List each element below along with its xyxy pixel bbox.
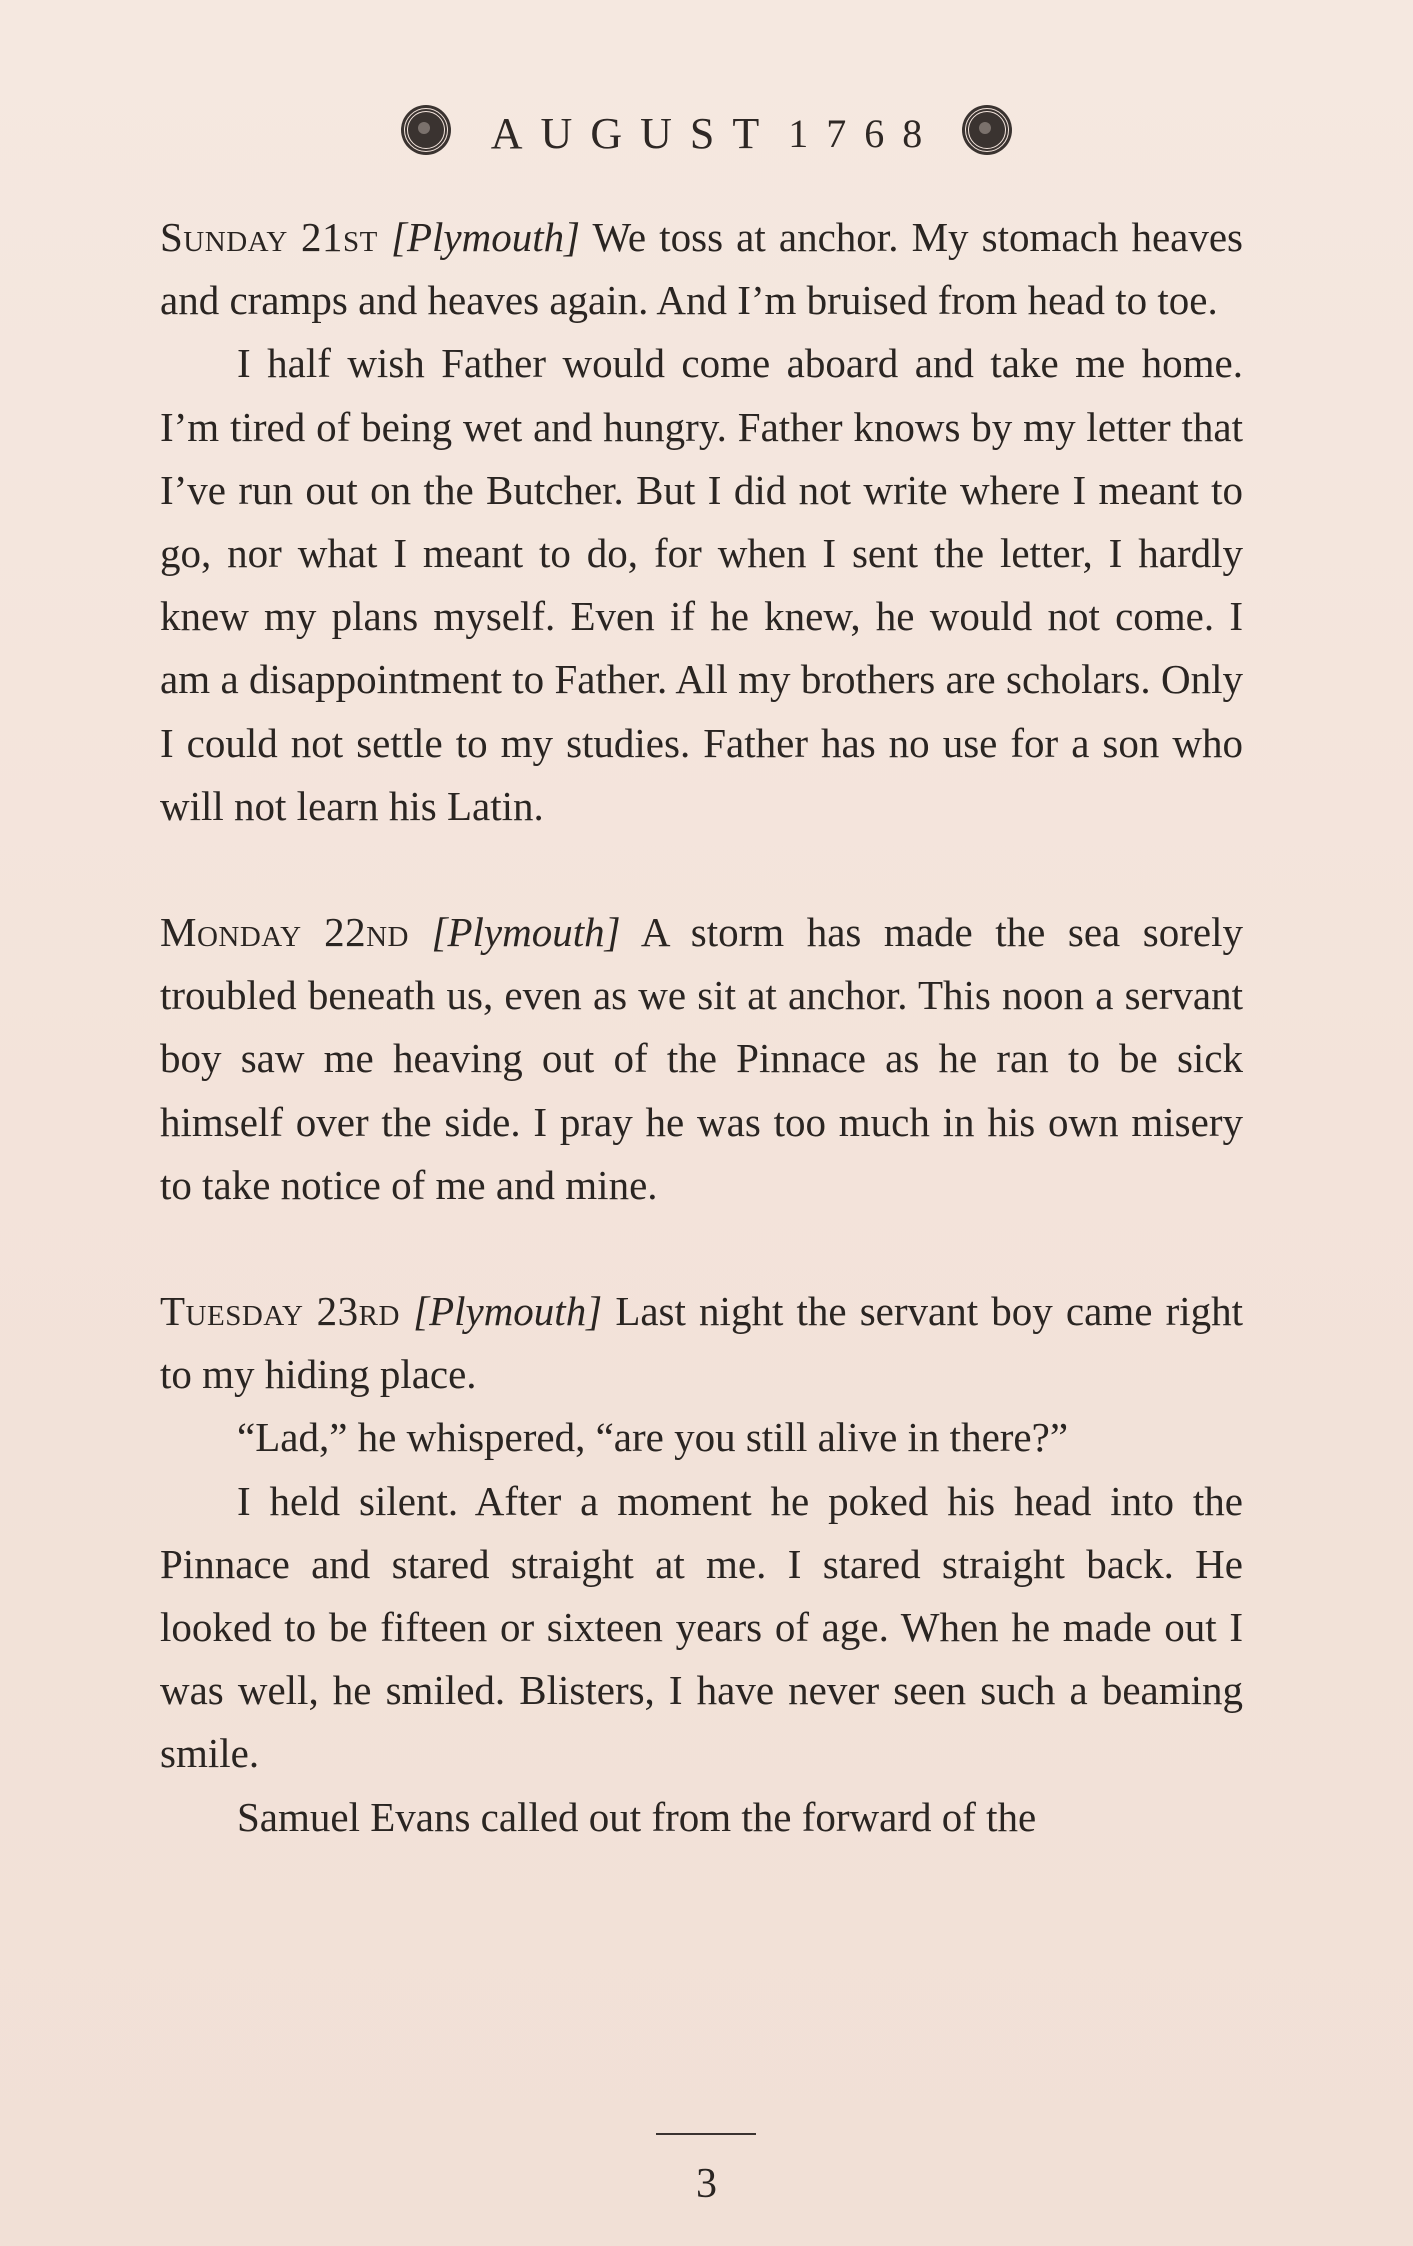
entry-paragraph: “Lad,” he whispered, “are you still alive in there?” bbox=[237, 1414, 1069, 1461]
entry-day: Sunday bbox=[160, 214, 288, 260]
entry-place: [Plymouth] bbox=[391, 214, 581, 260]
entry-paragraph bbox=[160, 206, 1243, 332]
entry-paragraph bbox=[160, 901, 1243, 1217]
entry-text: We toss at anchor. My stomach heaves and cramps and heaves again. And I’m bruised from head to toe. bbox=[160, 214, 1244, 324]
entry-date: 23rd bbox=[316, 1288, 400, 1335]
entry-date: 22nd bbox=[324, 909, 409, 956]
entry-paragraph: I half wish Father would come aboard and take me home. I’m tired of being wet and hungry. Father knows by my letter that I’ve run out on the Butcher. But I did not write where I meant to go, nor what I meant to do, for when I sent the letter, I hardly knew my plans myself. Even if he knew, he would not come. I am a disappointment to Father. All my brothers are scholars. Only I could not settle to my studies. Father has no use for a son who will not learn his Latin. bbox=[160, 340, 1243, 829]
entry-text: A storm has made the sea sorely troubled beneath us, even as we sit at anchor. This noon a servant boy saw me heaving out of the Pinnace as he ran to be sick himself over the side. I pray he was too much in his own misery to take notice of me and mine. bbox=[160, 909, 1244, 1208]
rosette-ornament-icon bbox=[965, 108, 1009, 152]
entry-paragraph bbox=[160, 1280, 1243, 1406]
running-header bbox=[0, 100, 1413, 164]
entry-paragraph: I held silent. After a moment he poked his head into the Pinnace and stared straight at me. I stared straight back. He looked to be fifteen or sixteen years of age. When he made out I was well, he smiled. Blisters, I have never seen such a beaming smile. bbox=[160, 1477, 1243, 1777]
journal-text bbox=[160, 206, 1243, 1849]
page-number: 3 bbox=[696, 2161, 717, 2207]
entry-place: [Plymouth] bbox=[431, 909, 621, 956]
journal-entry bbox=[160, 206, 1243, 838]
entry-paragraph: Samuel Evans called out from the forward of the bbox=[237, 1793, 1037, 1840]
entry-day: Monday bbox=[160, 909, 302, 956]
rosette-ornament-icon bbox=[404, 108, 448, 152]
entry-date: 21st bbox=[301, 214, 378, 260]
header-month: AUGUST bbox=[490, 108, 778, 158]
footer-rule bbox=[656, 2133, 756, 2135]
journal-entry bbox=[160, 901, 1243, 1217]
journal-entry bbox=[160, 1280, 1243, 1849]
entry-text: Last night the servant boy came right to my hiding place. bbox=[160, 1288, 1244, 1398]
entry-place: [Plymouth] bbox=[413, 1288, 603, 1335]
header-year: 1768 bbox=[788, 110, 941, 156]
entry-day: Tuesday bbox=[160, 1288, 304, 1335]
